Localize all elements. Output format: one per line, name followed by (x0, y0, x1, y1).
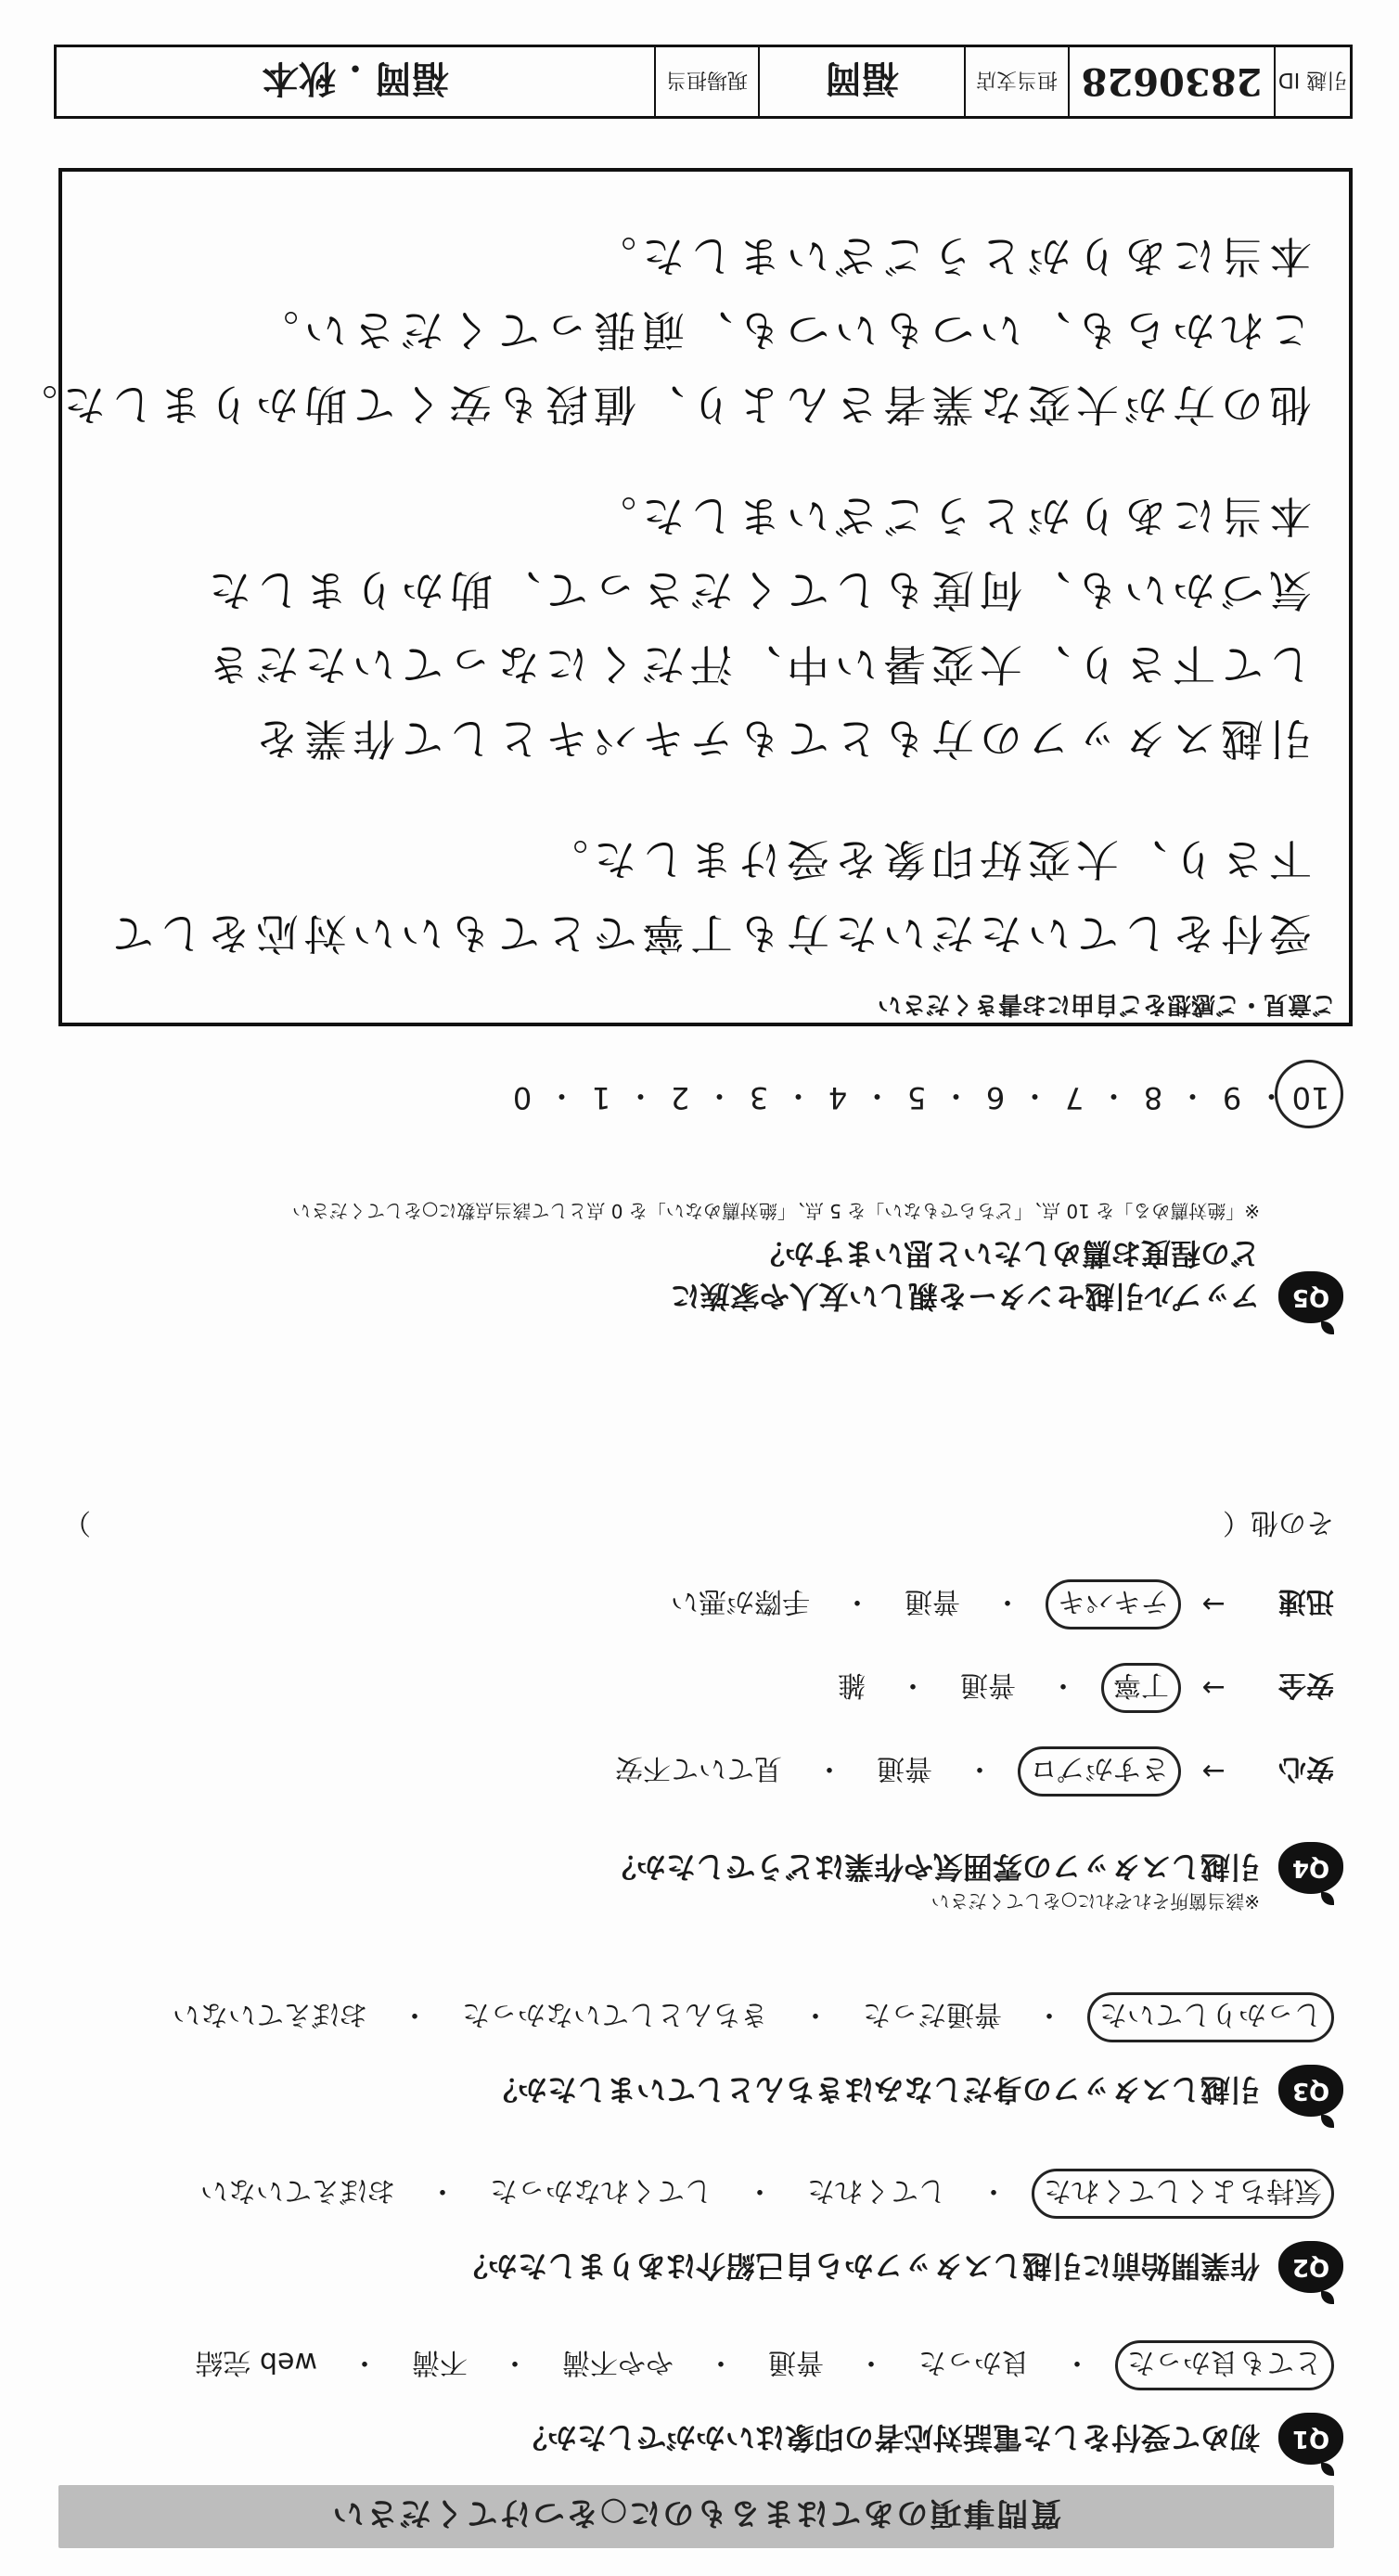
comment-line: 下さり、大変好印象を受けました。 (540, 834, 1312, 884)
question-badge-icon: Q1 (1278, 2413, 1343, 2465)
question-text: 初めて受付をした電話対応者の印象はいかがでしたか？ (517, 2420, 1260, 2455)
q4-anshin-option-1[interactable]: さすがプロ (1018, 1746, 1181, 1797)
question-text: 引越しスタッフの身だしなみはきちんとしていましたか？ (487, 2072, 1260, 2107)
q4-anshin-option-3[interactable]: 見ていて不安 (615, 1752, 782, 1784)
question-note: ※「絶対薦める」を 10 点、「どちらでもない」を 5 点、「絶対薦めない」を 0 点として該当点数に○をしてください (291, 1200, 1260, 1222)
question-3 (45, 2052, 1343, 2117)
comment-line: 気づかいも、何度もしてくださって、助かりました (202, 565, 1312, 615)
comment-line: 本当にありがとうございました。 (588, 491, 1312, 541)
q2-option-3[interactable]: してくれなかった (490, 2174, 712, 2207)
question-badge-icon: Q3 (1278, 2065, 1343, 2117)
question-5 (45, 1184, 1343, 1323)
q2-options: 気持ちよくしてくれた ・ してくれた ・ してくれなかった ・ おぼえていない (191, 2169, 1334, 2219)
staff-value: 福岡 . 秋本 (262, 57, 449, 101)
q1-option-1[interactable]: とても良かった (1115, 2340, 1334, 2390)
score-9[interactable]: 9 (1222, 1080, 1242, 1115)
comment-line: 本当にありがとうございました。 (588, 231, 1312, 281)
q1-option-2[interactable]: 良かった (918, 2346, 1030, 2378)
move-id-label: 引越 ID (1274, 47, 1350, 116)
arrow-icon: → (1201, 1588, 1226, 1621)
question-note: ※該当箇所それぞれに○をしてください (931, 1890, 1260, 1913)
comment-line: 他の方が大変な業者さんより、値段も安くて助かりました。 (9, 380, 1312, 430)
comment-line: 引越スタッフの方もとてもテキパキとして作業を (250, 714, 1312, 764)
comment-title: ご意見・ご感想をご自由にお書きください (877, 990, 1336, 1018)
staff-label: 現場担当 (654, 47, 758, 116)
question-text: 引越しスタッフの雰囲気や作業はどうでしたか？ (606, 1849, 1260, 1885)
q1-options: とても良かった ・ 良かった ・ 普通 ・ やや不満 ・ 不満 ・ web 完結 (186, 2340, 1334, 2390)
question-2 (45, 2228, 1343, 2293)
score-5[interactable]: 5 (906, 1080, 927, 1115)
score-3[interactable]: 3 (749, 1080, 769, 1115)
question-4 (45, 1801, 1343, 1913)
question-badge-icon: Q2 (1278, 2241, 1343, 2293)
other-close: ） (63, 1506, 91, 1539)
row-label: 安全 (1278, 1668, 1334, 1701)
comment-box[interactable] (9, 168, 1353, 1026)
q4-anshin-option-2[interactable]: 普通 (877, 1752, 932, 1784)
score-7[interactable]: 7 (1064, 1080, 1085, 1115)
question-badge-icon: Q5 (1278, 1271, 1343, 1323)
q4-anzen-option-3[interactable]: 雑 (838, 1668, 866, 1701)
q4-anzen-option-2[interactable]: 普通 (960, 1668, 1016, 1701)
question-badge-icon: Q4 (1278, 1842, 1343, 1894)
q3-option-2[interactable]: 普通だった (863, 1998, 1002, 2030)
q4-other-row (63, 1505, 1334, 1546)
recommend-scale: 10 ・ 9 ・ 8 ・ 7 ・ 6 ・ 5 ・ 4 ・ 3 ・ 2 ・ 1 ・ 0 (499, 1076, 1334, 1119)
q4-jinsoku-option-3[interactable]: 手際が悪い (671, 1585, 810, 1617)
question-text: 作業開始前に引越しスタッフから自己紹介はありましたか？ (457, 2248, 1260, 2284)
other-label: その他（ (1223, 1506, 1334, 1539)
score-8[interactable]: 8 (1143, 1080, 1163, 1115)
arrow-icon: → (1201, 1671, 1226, 1705)
q3-option-3[interactable]: きちんとしていなかった (462, 1998, 768, 2030)
question-text-line1: アップル引越センターを親しい友人や家族に (670, 1279, 1260, 1314)
q4-anzen-option-1[interactable]: 丁寧 (1101, 1663, 1181, 1713)
branch-label: 担当支店 (964, 47, 1068, 116)
score-10[interactable]: 10 (1288, 1080, 1334, 1115)
question-text-line2: どの程度お薦めしたいと思いますか？ (754, 1236, 1260, 1271)
score-6[interactable]: 6 (985, 1080, 1006, 1115)
score-2[interactable]: 2 (670, 1080, 690, 1115)
q4-row-anshin: 安心 → さすがプロ ・ 普通 ・ 見ていて不安 (606, 1746, 1334, 1797)
branch-value: 福岡 (758, 47, 964, 116)
q4-row-jinsoku: 迅速 → テキパキ ・ 普通 ・ 手際が悪い (661, 1579, 1334, 1629)
q2-option-2[interactable]: してくれた (807, 2174, 946, 2207)
comment-line: して下さり、大変暑い中、汗だくになっていただき (202, 639, 1312, 689)
instruction-header: 質問事項のあてはまるものに○をつけてください (58, 2485, 1334, 2548)
q1-option-3[interactable]: 普通 (768, 2346, 824, 2378)
score-1[interactable]: 1 (591, 1080, 611, 1115)
row-label: 安心 (1278, 1752, 1334, 1784)
q2-option-1[interactable]: 気持ちよくしてくれた (1032, 2169, 1334, 2219)
q3-options: しっかりしていた ・ 普通だった ・ きちんとしていなかった ・ おぼえていない (163, 1992, 1334, 2042)
q4-row-anzen: 安全 → 丁寧 ・ 普通 ・ 雑 (828, 1663, 1334, 1713)
q3-option-4[interactable]: おぼえていない (173, 1998, 367, 2030)
move-id-value: 2830628 (1068, 47, 1274, 116)
q1-option-4[interactable]: やや不満 (562, 2346, 674, 2378)
comment-line: これからも、いつもいつも、頑張ってください。 (250, 305, 1312, 355)
score-4[interactable]: 4 (828, 1080, 848, 1115)
q4-jinsoku-option-1[interactable]: テキパキ (1046, 1579, 1181, 1629)
score-0[interactable]: 0 (512, 1080, 533, 1115)
row-label: 迅速 (1278, 1585, 1334, 1617)
arrow-icon: → (1201, 1755, 1226, 1788)
q4-jinsoku-option-2[interactable]: 普通 (905, 1585, 960, 1617)
comment-line: 受付をしていただいた方も丁寧でとてもいい対応をして (106, 908, 1312, 959)
office-use-table (54, 45, 1353, 119)
q1-option-5[interactable]: 不満 (412, 2346, 468, 2378)
q1-option-6[interactable]: web 完結 (195, 2346, 317, 2378)
q2-option-4[interactable]: おぼえていない (200, 2174, 395, 2207)
q3-option-1[interactable]: しっかりしていた (1087, 1992, 1334, 2042)
